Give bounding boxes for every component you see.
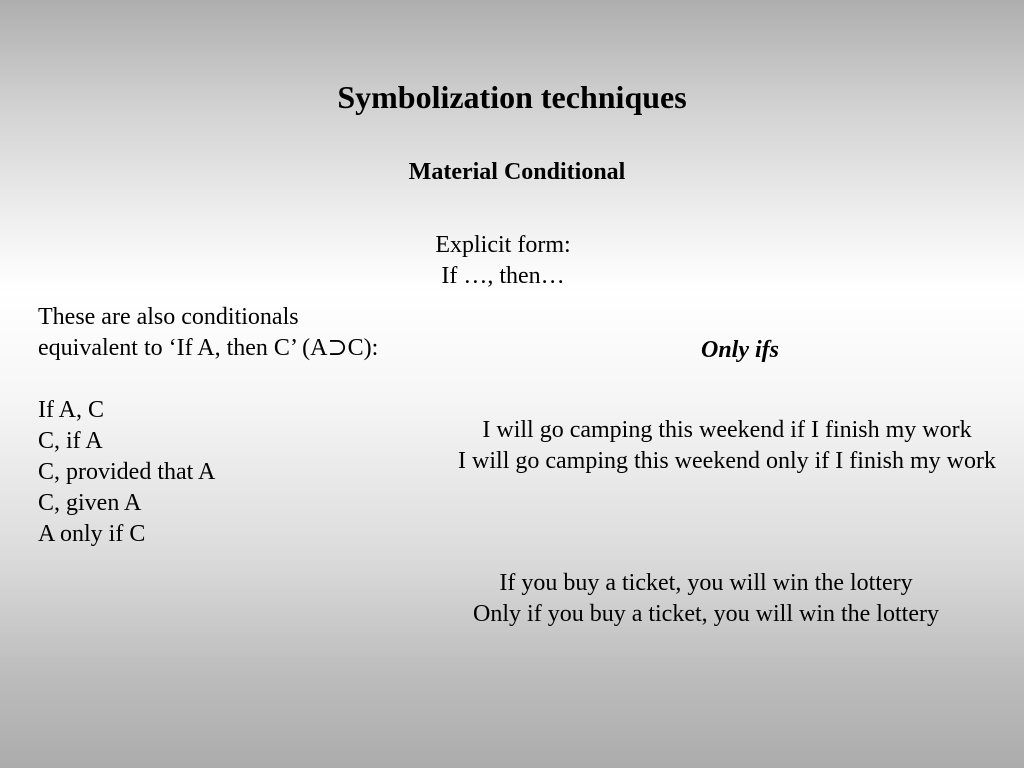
example-sentence: If you buy a ticket, you will win the lottery	[499, 570, 913, 596]
example-sentence: Only if you buy a ticket, you will win the lottery	[473, 601, 939, 627]
conditional-form-item: A only if C	[38, 521, 146, 547]
conditional-form-item: If A, C	[38, 397, 104, 423]
conditionals-list	[38, 302, 438, 550]
example-sentence: I will go camping this weekend if I finish my work	[482, 417, 972, 443]
conditionals-intro-line-2: equivalent to ‘If A, then C’ (A⊃C):	[38, 335, 379, 361]
explicit-form-block	[353, 230, 653, 292]
explicit-form-text: If …, then…	[441, 263, 565, 289]
explicit-form-label: Explicit form:	[435, 232, 571, 258]
conditionals-intro-line-1: These are also conditionals	[38, 304, 299, 330]
conditional-form-item: C, provided that A	[38, 459, 216, 485]
only-ifs-heading: Only ifs	[701, 337, 779, 363]
spacer	[38, 364, 438, 395]
slide-subtitle: Material Conditional	[408, 159, 626, 185]
example-pair-lottery	[406, 568, 1006, 630]
slide-title: Symbolization techniques	[337, 79, 687, 115]
example-sentence: I will go camping this weekend only if I finish my work	[458, 448, 996, 474]
conditional-form-item: C, if A	[38, 428, 103, 454]
example-pair-camping	[427, 415, 1024, 477]
conditional-form-item: C, given A	[38, 490, 142, 516]
